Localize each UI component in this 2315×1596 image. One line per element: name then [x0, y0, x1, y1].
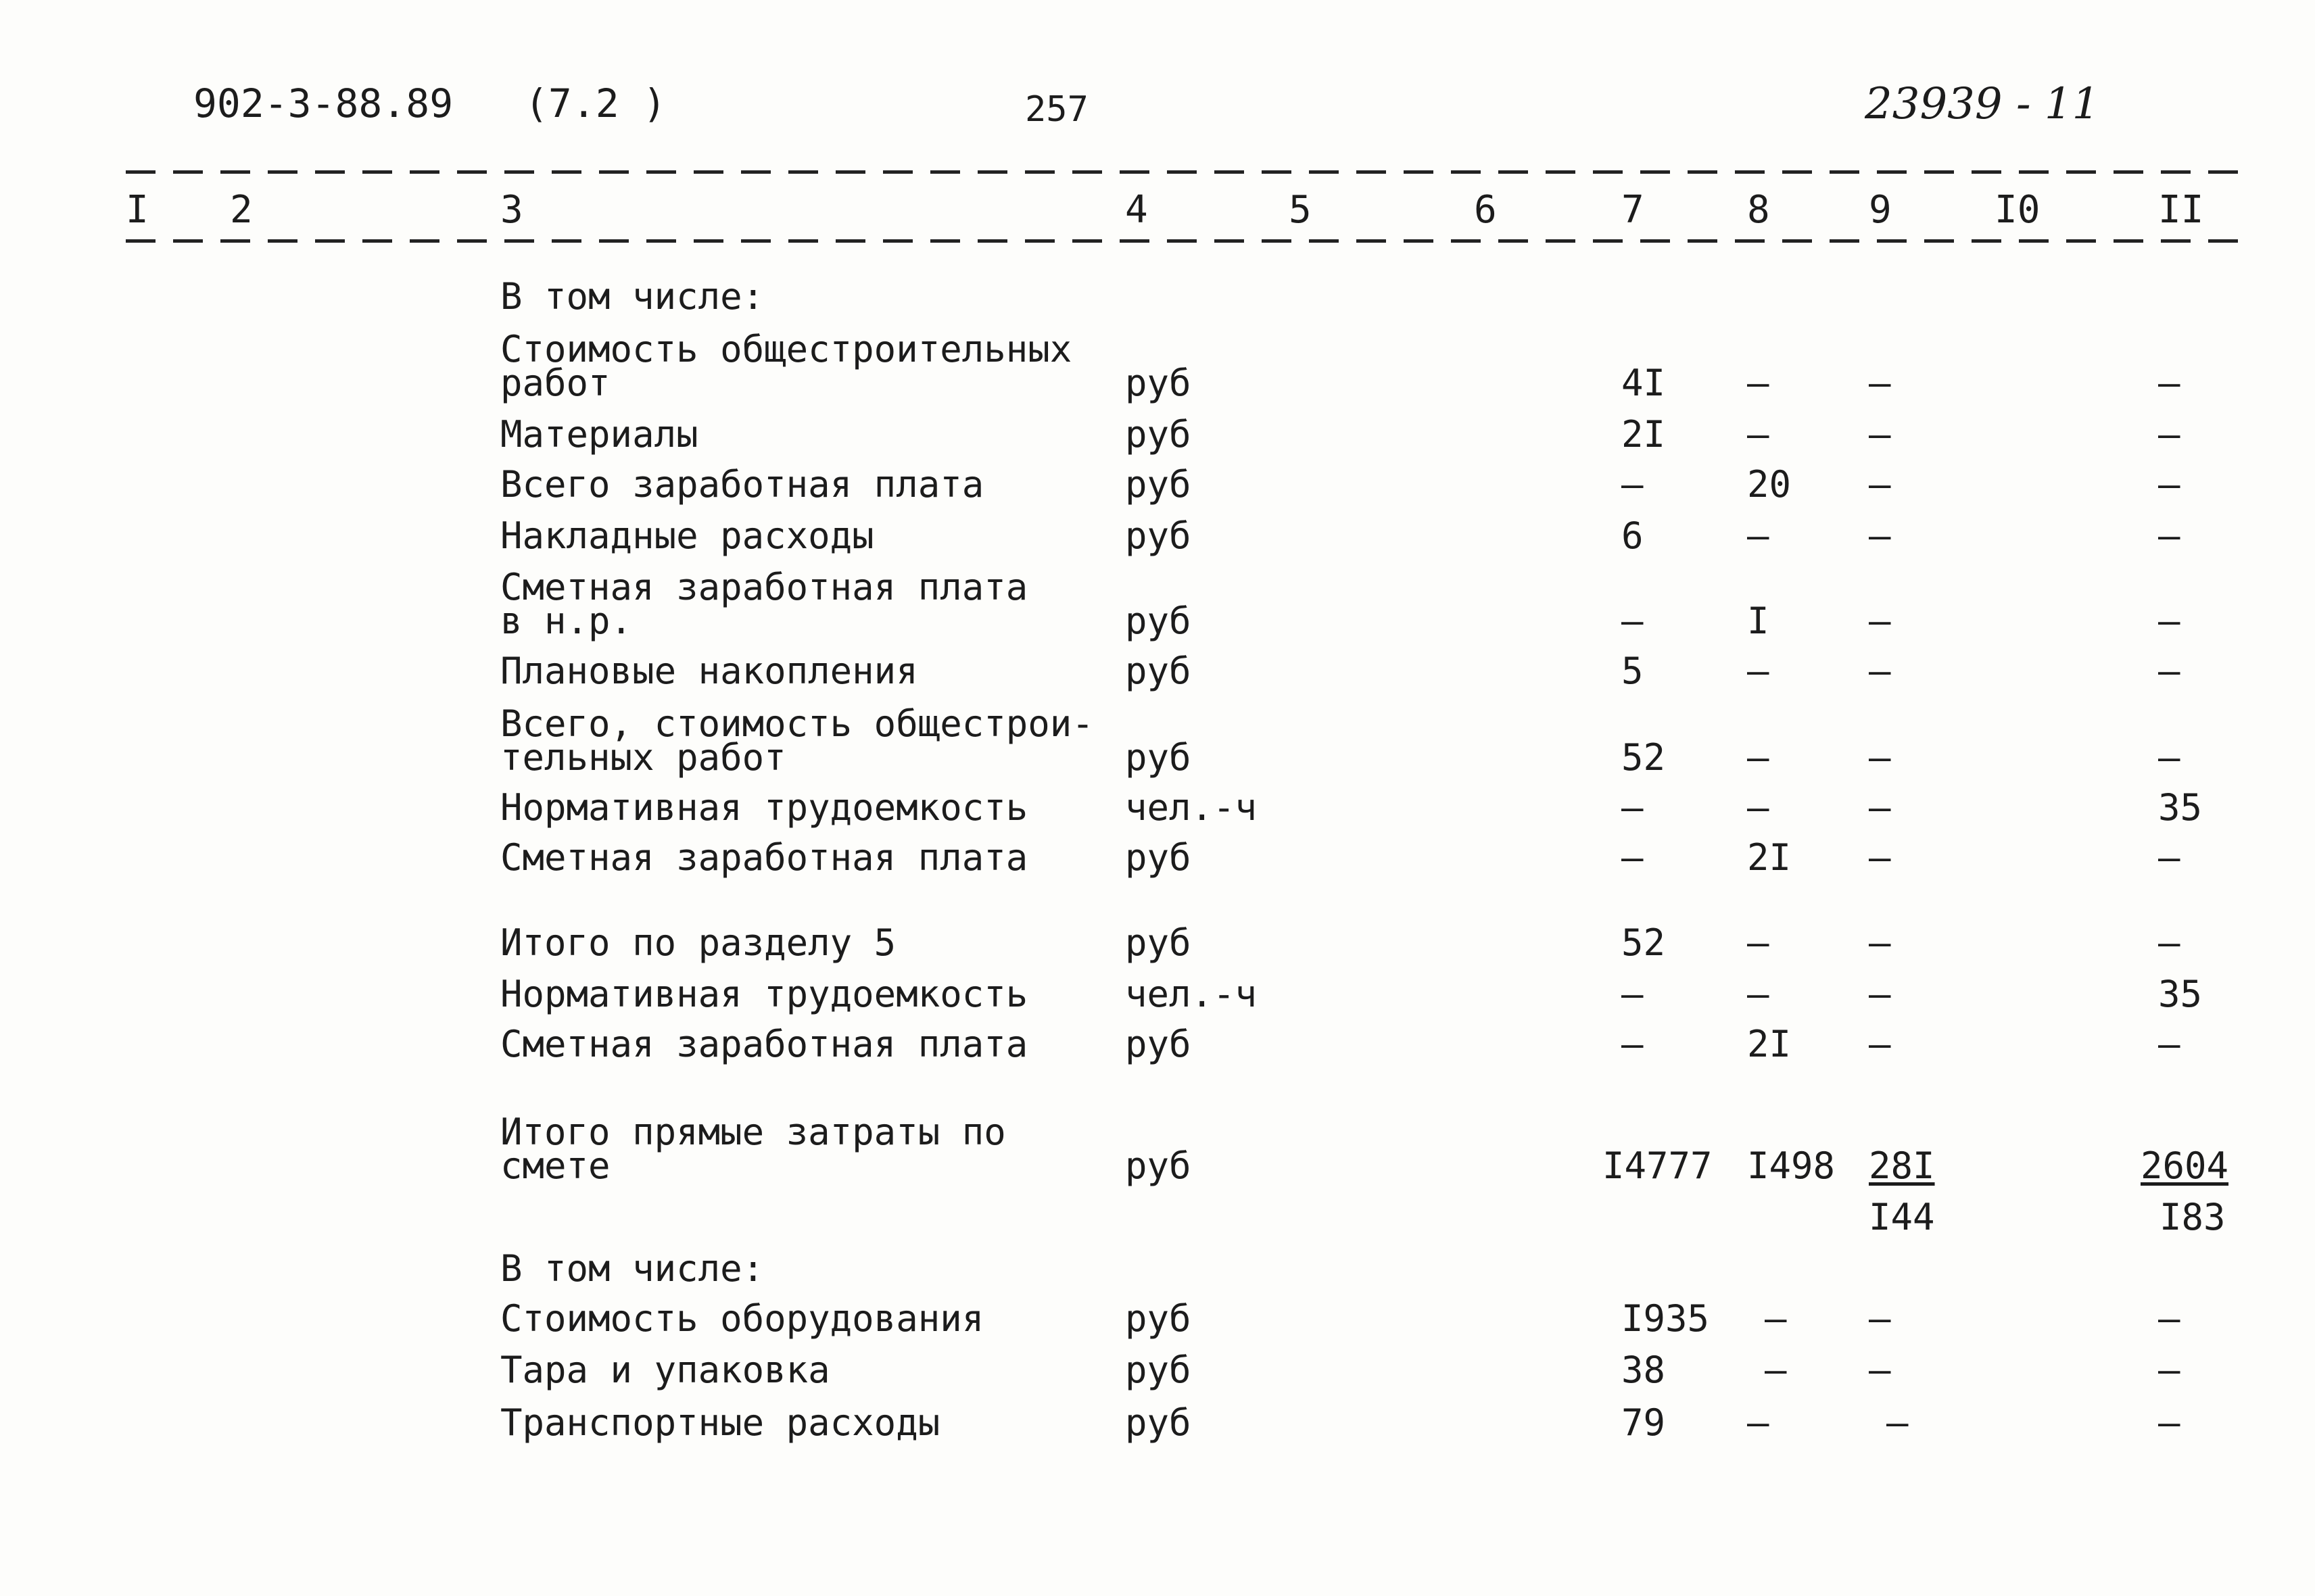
- value-cell-7: 5: [1621, 650, 1644, 692]
- value-cell-8: –: [1747, 786, 1769, 829]
- row-label: В том числе:: [500, 275, 765, 318]
- value-cell-9: –: [1869, 921, 1891, 964]
- unit-cell: чел.-ч: [1125, 786, 1258, 829]
- column-number-3: 3: [500, 188, 523, 232]
- value-cell-9: –: [1869, 1297, 1891, 1340]
- value-cell-8: I: [1747, 600, 1769, 642]
- value-cell-11: –: [2158, 650, 2180, 692]
- value-cell-8: –: [1747, 650, 1769, 692]
- value-cell-8: 2I: [1747, 836, 1792, 879]
- unit-cell: руб: [1125, 514, 1191, 557]
- section-label: (7.2 ): [525, 80, 667, 126]
- value-cell-11: –: [2158, 413, 2180, 456]
- value-cell-8: –: [1747, 413, 1769, 456]
- value-cell-11: –: [2158, 362, 2180, 404]
- value-cell-9: –: [1869, 514, 1891, 557]
- row-label: Накладные расходы: [500, 514, 874, 557]
- unit-cell: руб: [1125, 463, 1191, 506]
- value-cell-8: 20: [1747, 463, 1792, 506]
- row-label: Всего заработная плата: [500, 463, 984, 506]
- value-cell-7: 52: [1621, 736, 1666, 779]
- value-cell-7: –: [1621, 463, 1644, 506]
- row-label: Плановые накопления: [500, 650, 918, 692]
- value-cell-11: –: [2158, 1023, 2180, 1065]
- value-cell-8: –: [1747, 921, 1769, 964]
- row-label-cont: смете: [500, 1144, 611, 1187]
- header-rule-bottom: [126, 239, 2239, 243]
- doc-code: 902-3-88.89: [193, 80, 454, 126]
- column-number-5: 5: [1289, 188, 1312, 232]
- value-cell-9: –: [1869, 413, 1891, 456]
- row-label-cont: работ: [500, 362, 611, 404]
- unit-cell: руб: [1125, 362, 1191, 404]
- value-cell-11: –: [2158, 921, 2180, 964]
- unit-cell: руб: [1125, 1401, 1191, 1444]
- value-cell-11-denominator: I83: [2159, 1196, 2226, 1238]
- value-cell-9: –: [1886, 1401, 1909, 1444]
- row-label: Тара и упаковка: [500, 1349, 830, 1391]
- row-label: Сметная заработная плата: [500, 836, 1028, 879]
- unit-cell: руб: [1125, 1023, 1191, 1065]
- unit-cell: руб: [1125, 600, 1191, 642]
- row-label: Сметная заработная плата: [500, 1023, 1028, 1065]
- row-label: Нормативная трудоемкость: [500, 973, 1028, 1015]
- value-cell-8: –: [1765, 1297, 1787, 1340]
- unit-cell: руб: [1125, 413, 1191, 456]
- value-cell-7: –: [1621, 836, 1644, 879]
- value-cell-8: 2I: [1747, 1023, 1792, 1065]
- unit-cell: руб: [1125, 1144, 1191, 1187]
- value-cell-7: –: [1621, 600, 1644, 642]
- value-cell-7: 2I: [1621, 413, 1666, 456]
- unit-cell: руб: [1125, 650, 1191, 692]
- value-cell-8: –: [1747, 973, 1769, 1015]
- header-rule-top: [126, 170, 2239, 174]
- value-cell-11: –: [2158, 1297, 2180, 1340]
- value-cell-9: –: [1869, 973, 1891, 1015]
- column-number-10: I0: [1995, 188, 2040, 232]
- value-cell-9: –: [1869, 362, 1891, 404]
- row-label: Всего, стоимость общестрои-: [500, 702, 1094, 745]
- column-number-8: 8: [1747, 188, 1770, 232]
- value-cell-7: 4I: [1621, 362, 1666, 404]
- value-cell-9-denominator: I44: [1869, 1196, 1935, 1238]
- column-number-1: I: [126, 188, 149, 232]
- value-cell-8: I498: [1747, 1144, 1836, 1187]
- column-number-7: 7: [1621, 188, 1644, 232]
- unit-cell: руб: [1125, 736, 1191, 779]
- value-cell-9: –: [1869, 463, 1891, 506]
- unit-cell: руб: [1125, 921, 1191, 964]
- value-cell-9: –: [1869, 1349, 1891, 1391]
- sheet-number: 23939 - 11: [1865, 79, 2100, 129]
- value-cell-11: 2604: [2141, 1144, 2229, 1187]
- row-label: Стоимость общестроительных: [500, 328, 1072, 370]
- row-label: Стоимость оборудования: [500, 1297, 984, 1340]
- value-cell-11: –: [2158, 1349, 2180, 1391]
- row-label: Итого прямые затраты по: [500, 1111, 1006, 1153]
- unit-cell: руб: [1125, 836, 1191, 879]
- value-cell-7: 79: [1621, 1401, 1666, 1444]
- value-cell-11: –: [2158, 836, 2180, 879]
- column-number-2: 2: [230, 188, 253, 232]
- value-cell-7: –: [1621, 973, 1644, 1015]
- value-cell-7: –: [1621, 1023, 1644, 1065]
- value-cell-8: –: [1747, 514, 1769, 557]
- value-cell-7: I935: [1621, 1297, 1710, 1340]
- row-label: В том числе:: [500, 1247, 765, 1290]
- value-cell-8: –: [1765, 1349, 1787, 1391]
- value-cell-11: –: [2158, 1401, 2180, 1444]
- value-cell-9: –: [1869, 650, 1891, 692]
- value-cell-8: –: [1747, 736, 1769, 779]
- column-number-11: II: [2158, 188, 2204, 232]
- column-number-9: 9: [1869, 188, 1892, 232]
- value-cell-7: 6: [1621, 514, 1644, 557]
- row-label-cont: тельных работ: [500, 736, 786, 779]
- row-label: Материалы: [500, 413, 698, 456]
- column-number-6: 6: [1474, 188, 1497, 232]
- value-cell-11: –: [2158, 736, 2180, 779]
- value-cell-8: –: [1747, 362, 1769, 404]
- value-cell-7: I4777: [1602, 1144, 1713, 1187]
- value-cell-9: –: [1869, 786, 1891, 829]
- value-cell-7: 38: [1621, 1349, 1666, 1391]
- value-cell-7: 52: [1621, 921, 1666, 964]
- value-cell-11: –: [2158, 463, 2180, 506]
- unit-cell: чел.-ч: [1125, 973, 1258, 1015]
- value-cell-11: 35: [2158, 973, 2203, 1015]
- value-cell-8: –: [1747, 1401, 1769, 1444]
- unit-cell: руб: [1125, 1297, 1191, 1340]
- row-label: Сметная заработная плата: [500, 566, 1028, 608]
- value-cell-11: –: [2158, 514, 2180, 557]
- row-label-cont: в н.р.: [500, 600, 633, 642]
- value-cell-9: –: [1869, 1023, 1891, 1065]
- value-cell-11: 35: [2158, 786, 2203, 829]
- value-cell-11: –: [2158, 600, 2180, 642]
- value-cell-9: –: [1869, 736, 1891, 779]
- column-number-4: 4: [1125, 188, 1148, 232]
- row-label: Транспортные расходы: [500, 1401, 940, 1444]
- page-number: 257: [1025, 89, 1089, 130]
- row-label: Итого по разделу 5: [500, 921, 897, 964]
- value-cell-9: 28I: [1869, 1144, 1935, 1187]
- row-label: Нормативная трудоемкость: [500, 786, 1028, 829]
- value-cell-9: –: [1869, 600, 1891, 642]
- value-cell-7: –: [1621, 786, 1644, 829]
- unit-cell: руб: [1125, 1349, 1191, 1391]
- value-cell-9: –: [1869, 836, 1891, 879]
